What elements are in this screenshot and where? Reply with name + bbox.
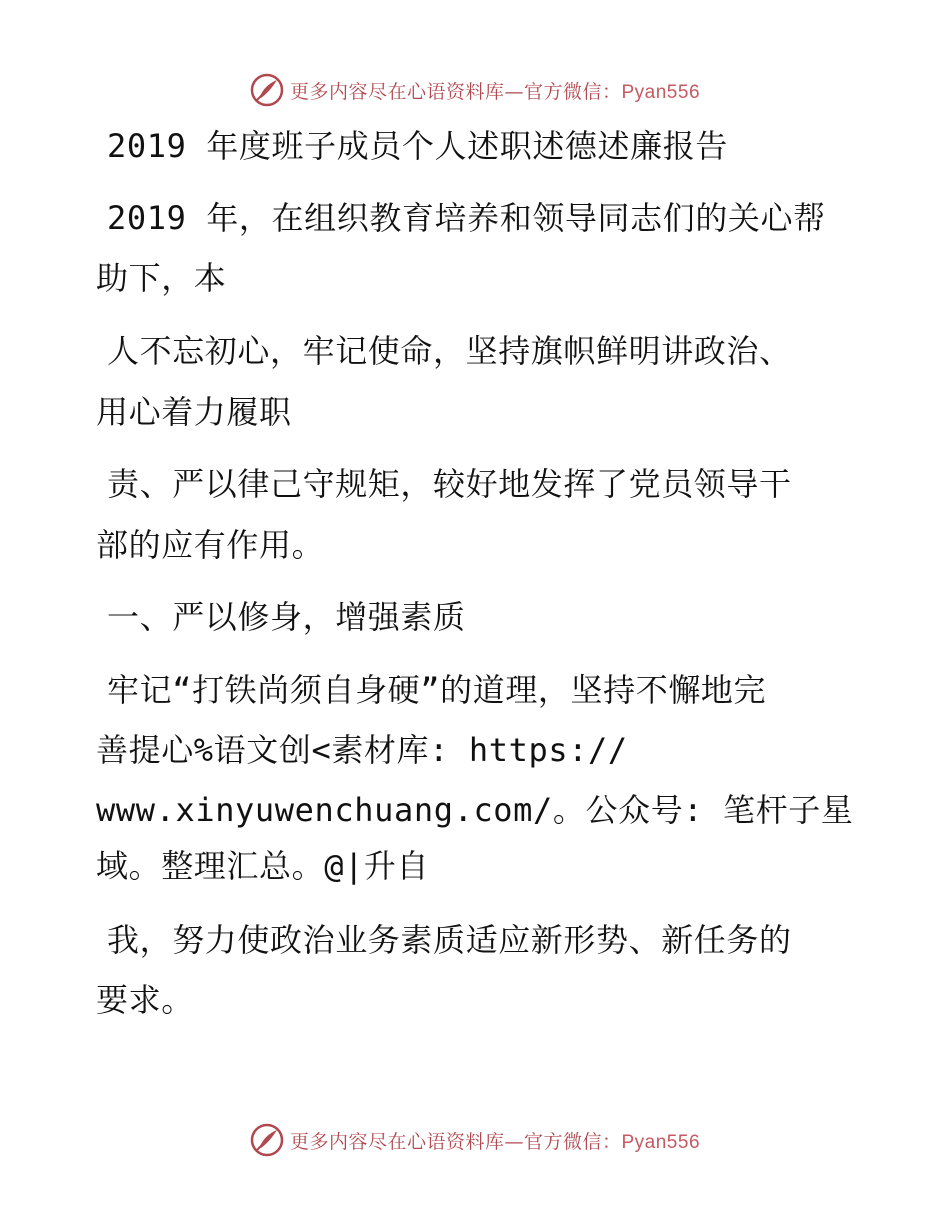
paragraph-line: 部的应有作用。: [96, 526, 325, 564]
paragraph-line: 2019 年，在组织教育培养和领导同志们的关心帮: [107, 199, 826, 237]
paragraph-line: 人不忘初心，牢记使命，坚持旗帜鲜明讲政治、: [107, 332, 792, 370]
paragraph-line: 要求。: [96, 981, 194, 1019]
paragraph-line: 域。整理汇总。@|升自: [96, 847, 430, 885]
watermark-wechat-id: Pyan556: [621, 81, 701, 103]
watermark-wechat-id: Pyan556: [621, 1131, 701, 1153]
paragraph-line: www.xinyuwenchuang.com/。公众号: 笔杆子星: [96, 791, 854, 829]
paragraph-line: 助下，本: [96, 259, 227, 297]
paragraph-line: 善提心%语文创<素材库: https://: [96, 731, 628, 769]
watermark-main-text: 更多内容尽在心语资料库—官方微信：: [289, 1130, 622, 1153]
paragraph-line: 我，努力使政治业务素质适应新形势、新任务的: [107, 921, 792, 959]
document-title: 2019 年度班子成员个人述职述德述廉报告: [107, 127, 728, 165]
paragraph-line: 用心着力履职: [96, 393, 292, 431]
section-heading: 一、严以修身，增强素质: [107, 598, 466, 636]
footer-watermark-banner: [0, 1120, 950, 1160]
paragraph-line: 牢记“打铁尚须自身硬”的道理，坚持不懈地完: [107, 671, 767, 709]
feather-pen-logo-icon: [250, 1123, 284, 1157]
paragraph-line: 责、严以律己守规矩，较好地发挥了党员领导干: [107, 465, 792, 503]
watermark-main-text: 更多内容尽在心语资料库—官方微信：: [289, 80, 622, 103]
watermark-text: [290, 1127, 700, 1154]
